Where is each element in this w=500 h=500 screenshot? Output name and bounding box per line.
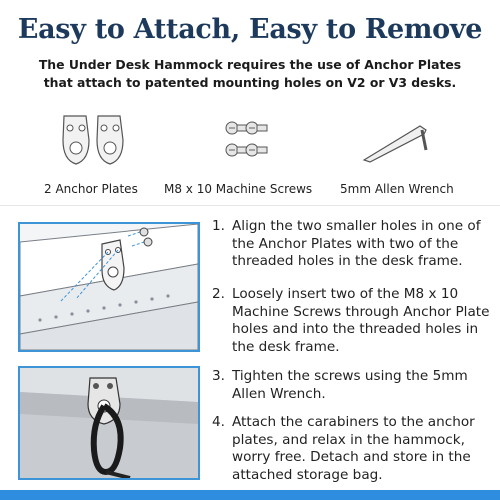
step-text: Loosely insert two of the M8 x 10 Machine Screws through Anchor Plate holes and into the threaded holes in the desk frame. <box>232 286 490 355</box>
step-text: Attach the carabiners to the anchor plates, and relax in the hammock, worry free. Detach and store in the attached storage bag. <box>232 414 475 483</box>
step-text: Tighten the screws using the 5mm Allen Wrench. <box>232 368 468 402</box>
part-label-anchor-plates: 2 Anchor Plates <box>44 182 138 196</box>
step-number: 3. <box>212 368 225 384</box>
anchor-plates-icon <box>58 110 132 174</box>
allen-wrench-icon <box>360 120 430 164</box>
subtitle-line-2: that attach to patented mounting holes on V2 or V3 desks. <box>43 75 457 90</box>
subtitle-line-1: The Under Desk Hammock requires the use of Anchor Plates <box>38 57 462 72</box>
step-1 <box>212 218 496 271</box>
page-title: Easy to Attach, Easy to Remove <box>17 14 483 45</box>
desk-frame-illustration <box>20 224 198 350</box>
step-number: 2. <box>212 286 225 302</box>
step-3 <box>212 368 496 403</box>
carabiner-photo <box>18 366 200 480</box>
desk-frame-photo <box>18 222 200 352</box>
step-4 <box>212 414 496 484</box>
part-label-allen-wrench: 5mm Allen Wrench <box>340 182 454 196</box>
section-divider <box>0 205 500 206</box>
parts-list <box>0 110 500 200</box>
bottom-accent-bar <box>0 490 500 500</box>
step-number: 4. <box>212 414 225 430</box>
part-label-machine-screws: M8 x 10 Machine Screws <box>164 182 313 196</box>
page-subtitle <box>20 56 480 92</box>
step-number: 1. <box>212 218 225 234</box>
step-2 <box>212 286 496 356</box>
machine-screws-icon <box>220 118 270 166</box>
step-text: Align the two smaller holes in one of the Anchor Plates with two of the threaded holes in the desk frame. <box>232 218 481 269</box>
carabiner-illustration <box>20 368 198 478</box>
